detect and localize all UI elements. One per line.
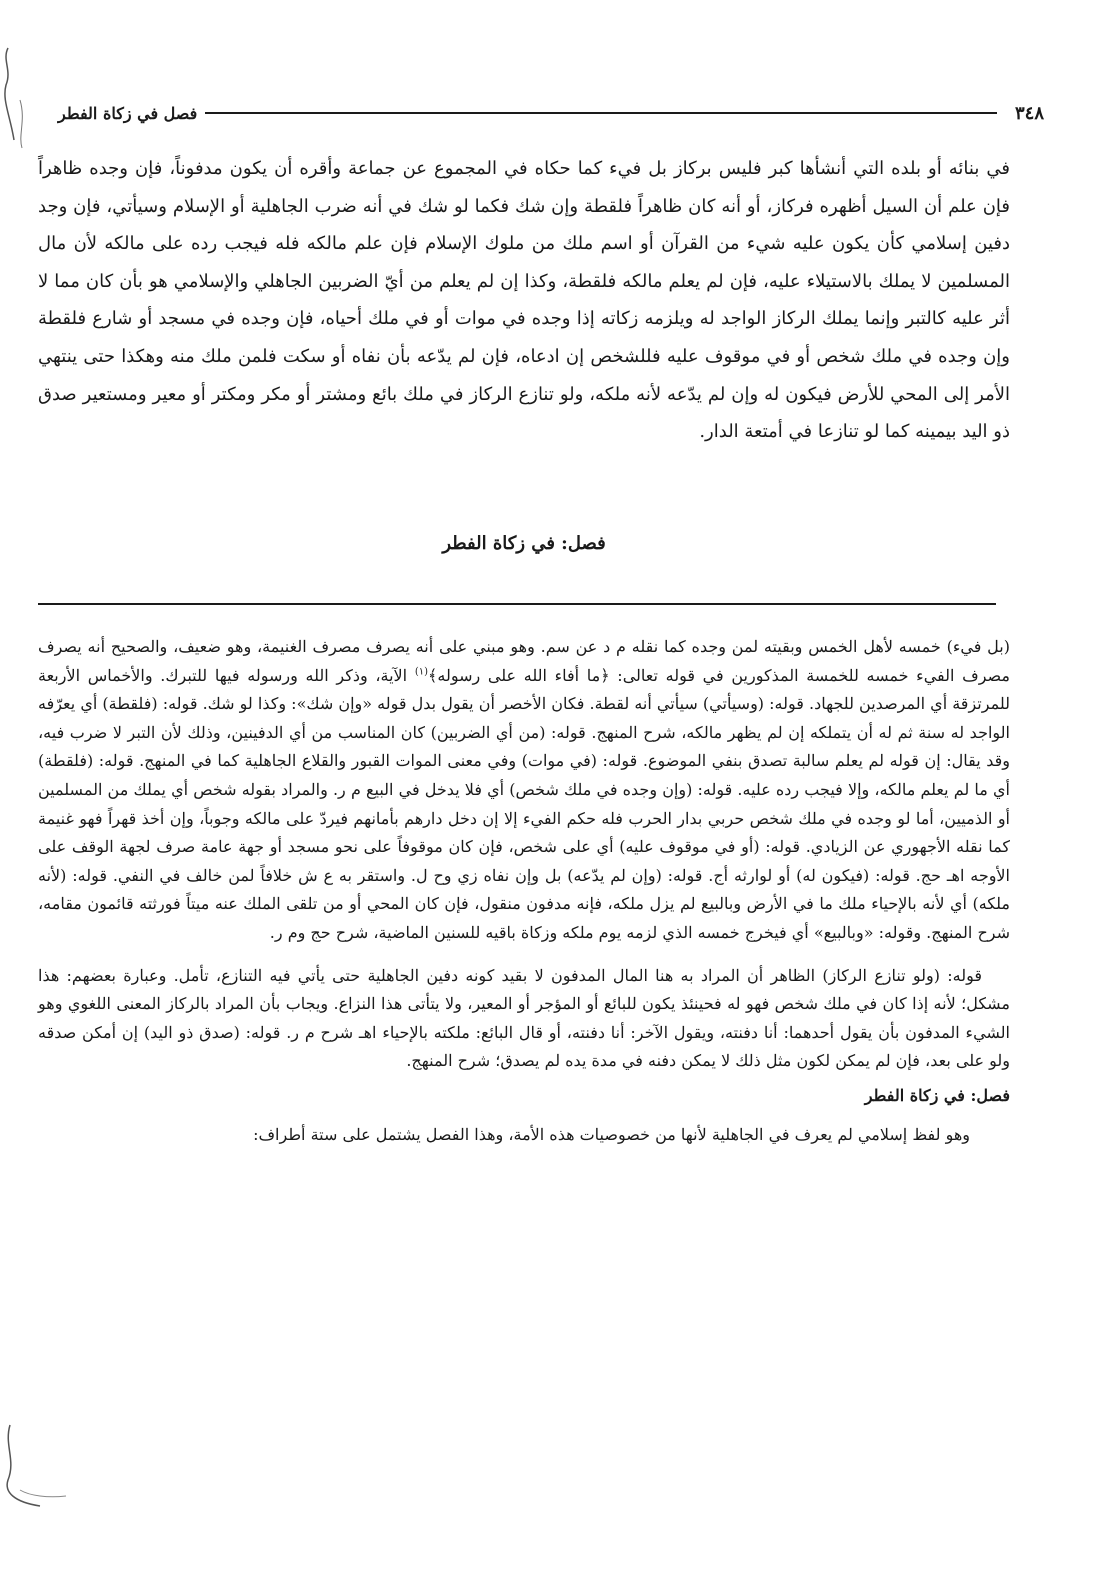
running-header	[58, 98, 1044, 128]
notes-paragraph-1-part-b: الآية، وذكر الله ورسوله فيها للتبرك. والأخماس الأربعة للمرتزقة أي المرصدين للجهاد. قوله: (وسيأتي) سيأتي أنه لقطة. فكان الأخصر أن يقول بدل قوله «وإن شك»: وكذا لو شك. قوله: (فلقطة) أي يعرّفه الواجد له سنة ثم له أن يتملكه إن لم يظهر مالكه، شرح المنهج. قوله: (من أي الضربين) كان المناسب من أي الدفينين، وذلك لأن التبر لا ضرب فيه، وقد يقال: إن قوله لم يعلم سالبة تصدق بنفي الموضوع. قوله: (في موات) وفي معنى الموات القبور والقلاع الجاهلية كما في المنهج. قوله: (فلقطة) أي ما لم يعلم مالكه، وإلا فيجب رده عليه. قوله: (وإن وجده في ملك شخص) أي فلا يدخل في البيع م ر. والمراد بقوله شخص أي يملك من المسلمين أو الذميين، أما لو وجده في ملك شخص حربي بدار الحرب فله حكم الفيء إلا إن دخل دارهم بأمانهم فيردّ على مالكه وجوباً، وإن أخذ قهراً فهو غنيمة كما نقله الأجهوري عن الزيادي. قوله: (أو في موقوف عليه) أي على شخص، فإن كان موقوفاً على نحو مسجد أو جهة عامة صرف لجهة الوقف على الأوجه اهـ حج. قوله: (فيكون له) أو لوارثه أج. قوله: (وإن لم يدّعه) بل وإن نفاه زي وح ل. واستقر به ع ش خلافاً لمن خالف في النفي. قوله: (لأنه ملكه) أي لأنه بالإحياء ملك ما في الأرض وبالبيع لم يزل ملكه، فإنه مدفون منقول، فإن كان المحي أو من تلقى الملك عنه ميتاً فورثته قائمون مقامه، شرح المنهج. وقوله: «وبالبيع» أي فيخرج خمسه الذي لزمه يوم ملكه وزكاة باقيه للسنين الماضية، شرح حج وم ر.	[38, 665, 1011, 942]
page-edge-mark-bottom-left	[0, 1420, 70, 1510]
footnote-marker: (١)	[414, 666, 428, 678]
section-heading: فصل: في زكاة الفطر	[442, 533, 606, 554]
main-paragraph: في بنائه أو بلده التي أنشأها كبر فليس بركاز بل فيء كما حكاه في المجموع عن جماعة وأقره أن يكون مدفوناً، فإن وجده ظاهراً فإن علم أن السيل أظهره فركاز، أو أنه كان ظاهراً فلقطة وإن شك فكما لو شك في أنه ضرب الجاهلية أو الإسلام وسيأتي، فإن وجد دفين إسلامي كأن يكون عليه شيء من القرآن أو اسم ملك من ملوك الإسلام فإن علم مالكه فله فيجب رده على مالكه لأن مال المسلمين لا يملك بالاستيلاء عليه، فإن لم يعلم مالكه فلقطة، وكذا إن لم يعلم من أيّ الضربين الجاهلي والإسلامي هو بأن كان مما لا أثر عليه كالتبر وإنما يملك الركاز الواجد له ويلزمه زكاته إذا وجده في موات أو في ملك أحياه، فإن وجده في مسجد أو شارع فلقطة وإن وجده في ملك شخص أو في موقوف عليه فللشخص إن ادعاه، فإن لم يدّعه بأن نفاه أو سكت فلمن ملك منه وهكذا حتى ينتهي الأمر إلى المحي للأرض فيكون له وإن لم يدّعه لأنه ملكه، ولو تنازع الركاز في ملك بائع ومشتر أو مكر ومكتر أو معير ومستعير صدق ذو اليد بيمينه كما لو تنازعا في أمتعة الدار.	[38, 158, 1010, 443]
notes-last-line: وهو لفظ إسلامي لم يعرف في الجاهلية لأنها من خصوصيات هذه الأمة، وهذا الفصل يشتمل على ستة أطراف:	[253, 1124, 970, 1144]
page-edge-mark-top-left	[0, 40, 40, 150]
notes-paragraph-2: قوله: (ولو تنازع الركاز) الظاهر أن المراد به هنا المال المدفون لا بقيد كونه دفين الجاهلية حتى يأتي فيه التنازع، تأمل. وعبارة بعضهم: هذا مشكل؛ لأنه إذا كان في ملك شخص فهو له فحينئذ يكون للبائع أو المؤجر أو المعير، ولا يتأتى هذا النزاع. ويجاب بأن المراد بالركاز المعنى اللغوي وهو الشيء المدفون بأن يقول أحدهما: أنا دفنته، ويقول الآخر: أنا دفنته، أو قال البائع: ملكته بالإحياء اهـ شرح م ر. قوله: (صدق ذو اليد) إن أمكن صدقه ولو على بعد، فإن لم يمكن لكون مثل ذلك لا يمكن دفنه في مدة يده لم يصدق؛ شرح المنهج.	[38, 965, 1011, 1071]
notes-paragraph-1-part-a: (بل فيء) خمسه لأهل الخمس وبقيته لمن وجده كما نقله م د عن سم. وهو مبني على أنه يصرف مصرف الغنيمة، وهو ضعيف، والصحيح أنه يصرف مصرف الفيء خمسه للخمسة المذكورين في قوله تعالى: ﴿ما أفاء الله على رسوله﴾	[38, 637, 1010, 685]
notes-divider	[38, 603, 996, 605]
notes-sub-heading: فصل: في زكاة الفطر	[864, 1085, 1010, 1105]
page-number: ٣٤٨	[1014, 102, 1044, 124]
notes-paragraph-1	[38, 633, 1010, 948]
commentary-notes	[38, 633, 1010, 1149]
header-rule	[205, 112, 997, 114]
main-text	[38, 150, 1010, 451]
running-title: فصل في زكاة الفطر	[58, 103, 198, 123]
